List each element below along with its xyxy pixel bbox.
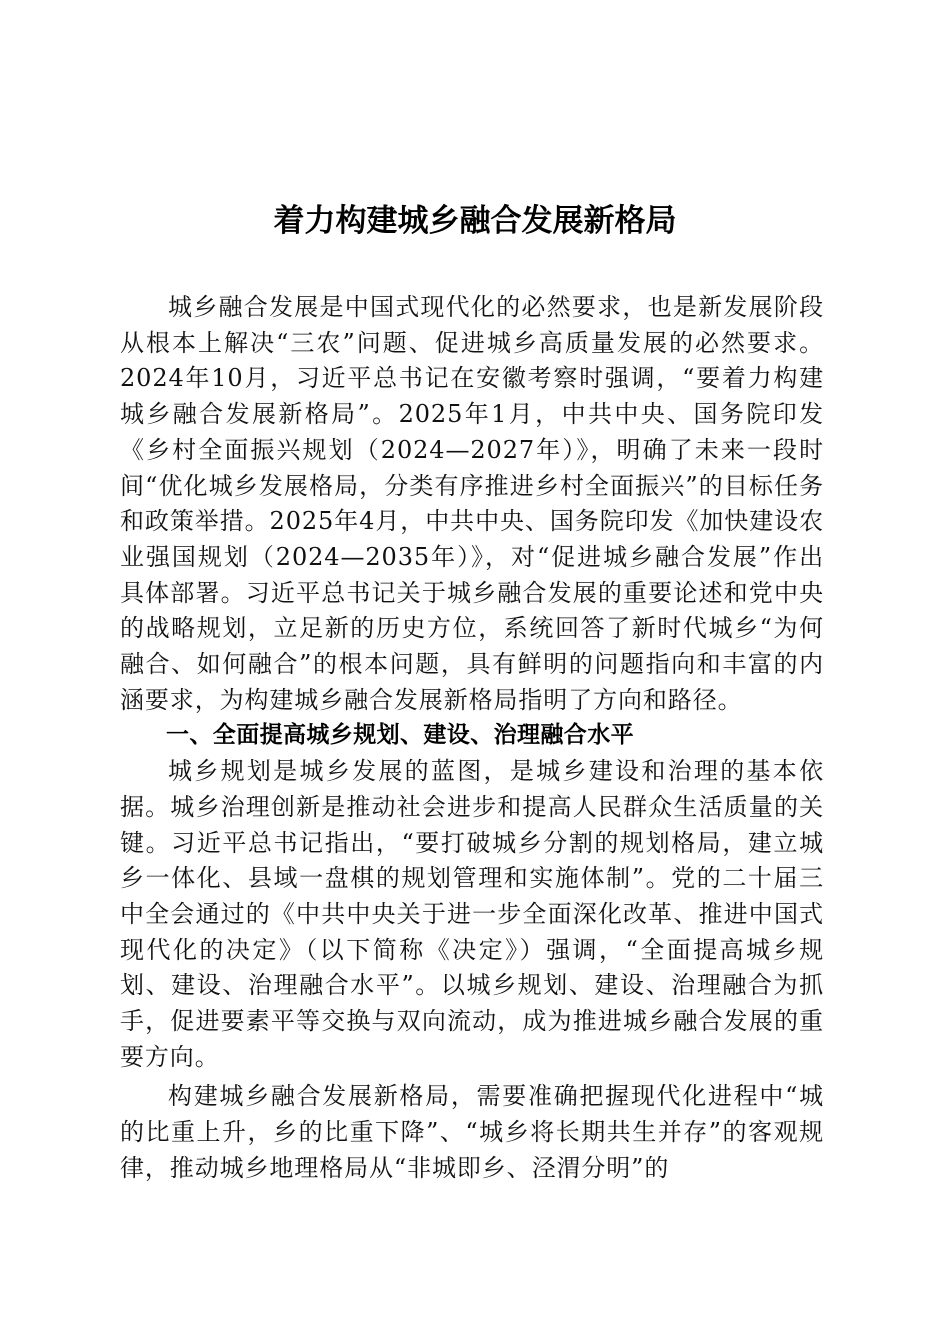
section-1-paragraph-2: 构建城乡融合发展新格局，需要准确把握现代化进程中“城的比重上升，乡的比重下降”、“城乡将长期共生并存”的客观规律，推动城乡地理格局从“非城即乡、泾渭分明”的 — [120, 1082, 824, 1182]
intro-paragraph: 城乡融合发展是中国式现代化的必然要求，也是新发展阶段从根本上解决“三农”问题、促进城乡高质量发展的必然要求。2024年10月，习近平总书记在安徽考察时强调，“要着力构建城乡融合发展新格局”。2025年1月，中共中央、国务院印发《乡村全面振兴规划（2024—2027年）》，明确了未来一段时间“优化城乡发展格局，分类有序推进乡村全面振兴”的目标任务和政策举措。2025年4月，中共中央、国务院印发《加快建设农业强国规划（2024—2035年）》，对“促进城乡融合发展”作出具体部署。习近平总书记关于城乡融合发展的重要论述和党中央的战略规划，立足新的历史方位，系统回答了新时代城乡“为何融合、如何融合”的根本问题，具有鲜明的问题指向和丰富的内涵要求，为构建城乡融合发展新格局指明了方向和路径。 — [120, 293, 824, 714]
document-title: 着力构建城乡融合发展新格局 — [273, 203, 677, 239]
section-heading-1: 一、全面提高城乡规划、建设、治理融合水平 — [166, 722, 634, 749]
section-1-paragraph-1: 城乡规划是城乡发展的蓝图，是城乡建设和治理的基本依据。城乡治理创新是推动社会进步和提高人民群众生活质量的关键。习近平总书记指出，“要打破城乡分割的规划格局，建立城乡一体化、县域一盘棋的规划管理和实施体制”。党的二十届三中全会通过的《中共中央关于进一步全面深化改革、推进中国式现代化的决定》（以下简称《决定》）强调，“全面提高城乡规划、建设、治理融合水平”。以城乡规划、建设、治理融合为抓手，促进要素平等交换与双向流动，成为推进城乡融合发展的重要方向。 — [120, 757, 824, 1071]
document-body — [120, 290, 824, 1187]
